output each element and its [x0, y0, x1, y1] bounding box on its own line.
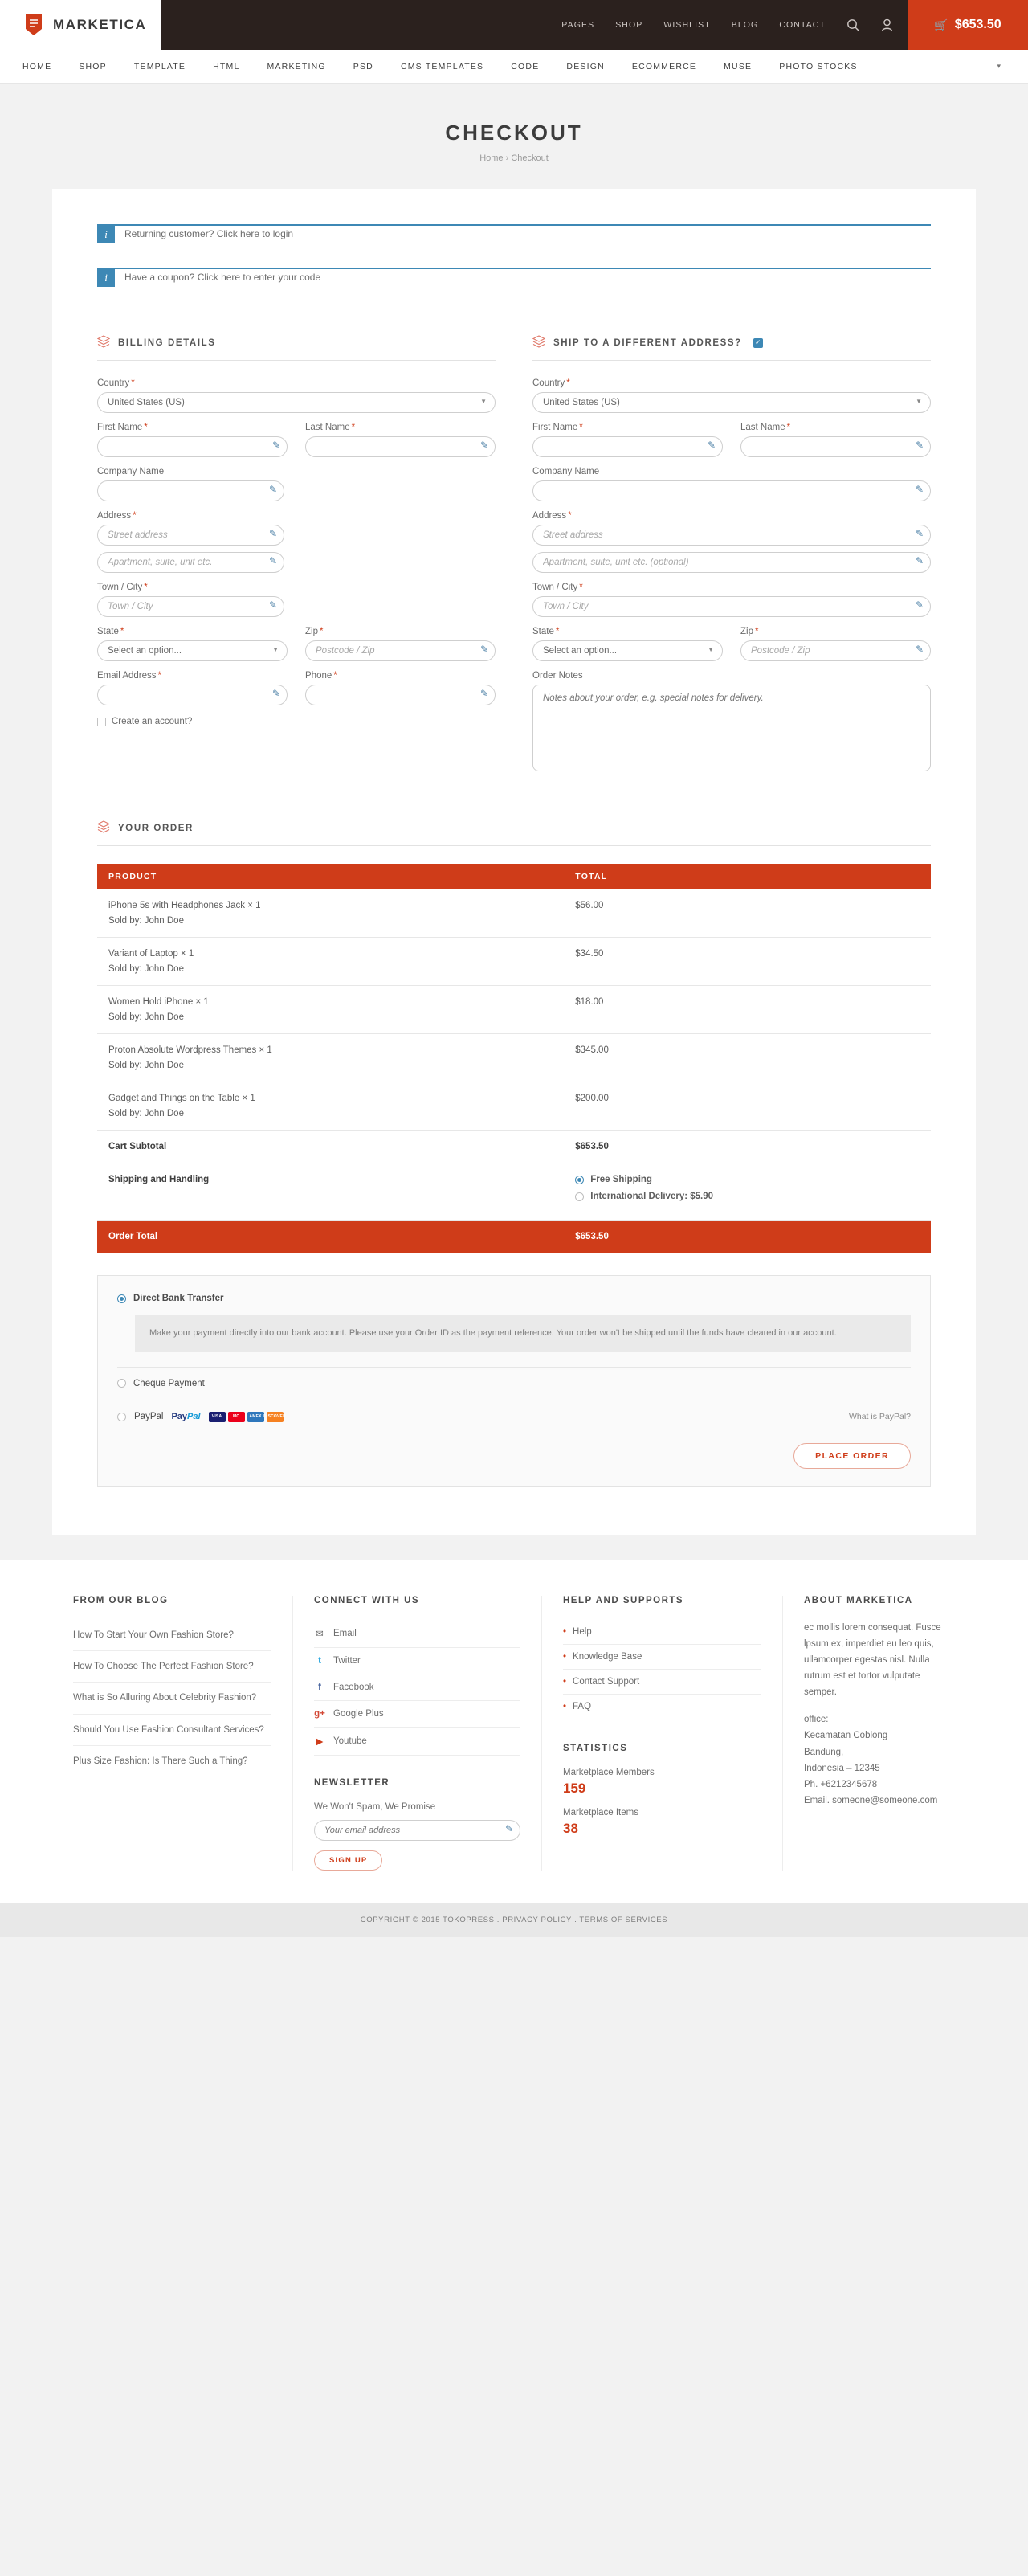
- privacy-policy-link[interactable]: PRIVACY POLICY: [502, 1915, 572, 1924]
- order-total-label: Order Total: [97, 1221, 564, 1253]
- shipping-option-free[interactable]: [575, 1175, 920, 1184]
- place-order-button[interactable]: PLACE ORDER: [793, 1443, 911, 1469]
- billing-column: [97, 335, 496, 774]
- order-item-total: $345.00: [564, 1034, 931, 1082]
- email-icon: ✉: [316, 1629, 324, 1639]
- nav-html[interactable]: HTML: [213, 61, 240, 72]
- facebook-icon: f: [318, 1682, 321, 1692]
- billing-country-label: Country *: [97, 378, 135, 388]
- footer-blog-heading: FROM OUR BLOG: [73, 1595, 169, 1605]
- table-row: [97, 938, 931, 986]
- shipping-address2-field[interactable]: [532, 552, 931, 573]
- shipping-option-label: International Delivery: $5.90: [590, 1192, 714, 1201]
- shipping-column: [532, 335, 931, 774]
- bullet-icon: •: [563, 1676, 567, 1687]
- help-link[interactable]: • FAQ: [563, 1695, 761, 1719]
- pencil-icon: ✎: [479, 688, 488, 699]
- office-line: Kecamatan Coblong: [804, 1731, 888, 1741]
- cart-subtotal-value: $653.50: [564, 1131, 931, 1163]
- order-item-name: Proton Absolute Wordpress Themes × 1: [108, 1045, 272, 1055]
- office-line: Ph. +6212345678: [804, 1779, 878, 1789]
- order-table: [97, 864, 931, 1253]
- payment-paypal-label: PayPal: [134, 1412, 164, 1422]
- shipping-country-select[interactable]: [532, 392, 931, 413]
- nav-design[interactable]: DESIGN: [566, 61, 605, 72]
- radio-paypal[interactable]: [117, 1413, 126, 1421]
- chevron-down-icon[interactable]: ▾: [997, 62, 1001, 70]
- office-line: Email. someone@someone.com: [804, 1795, 938, 1805]
- pencil-icon: ✎: [269, 599, 278, 611]
- payment-bank-description: Make your payment directly into our bank account. Please use your Order ID as the payment reference. Your order won't be shipped until the funds have cleared in our account.: [135, 1315, 911, 1352]
- pencil-icon: ✎: [915, 528, 924, 539]
- stat-value: 38: [563, 1820, 578, 1836]
- coupon-notice-text[interactable]: Have a coupon? Click here to enter your code: [124, 272, 321, 283]
- pencil-icon: ✎: [479, 440, 488, 451]
- newsletter-text: We Won't Spam, We Promise: [314, 1801, 436, 1812]
- billing-state-select[interactable]: [97, 640, 288, 661]
- order-item-total: $34.50: [564, 938, 931, 986]
- shipping-heading-text: SHIP TO A DIFFERENT ADDRESS?: [553, 337, 742, 348]
- social-link-facebook[interactable]: [314, 1674, 520, 1701]
- office-line: Indonesia – 12345: [804, 1763, 880, 1773]
- info-icon: i: [97, 226, 115, 243]
- billing-email-input[interactable]: [97, 685, 288, 705]
- pencil-icon: ✎: [915, 484, 924, 495]
- nav-home[interactable]: HOME: [22, 61, 52, 72]
- nav-marketing[interactable]: MARKETING: [267, 61, 326, 72]
- billing-last-name-input[interactable]: [305, 436, 496, 457]
- coupon-notice[interactable]: [97, 268, 931, 298]
- login-notice[interactable]: [97, 224, 931, 255]
- billing-address-label: Address *: [97, 511, 137, 521]
- shipping-state-label: State *: [532, 627, 560, 636]
- top-nav: [161, 0, 908, 50]
- pencil-icon: ✎: [915, 555, 924, 566]
- youtube-icon: ▶: [316, 1736, 324, 1747]
- shipping-company-label: Company Name: [532, 467, 600, 476]
- shipping-zip-input[interactable]: [740, 640, 931, 661]
- payment-paypal[interactable]: [117, 1412, 911, 1422]
- shipping-state-select[interactable]: [532, 640, 723, 661]
- address-columns: [97, 335, 931, 774]
- breadcrumb-home[interactable]: Home: [479, 153, 504, 163]
- chevron-down-icon: ▼: [480, 398, 487, 405]
- shipping-heading: [532, 335, 931, 361]
- billing-first-name-field[interactable]: [97, 436, 288, 457]
- billing-phone-input[interactable]: [305, 685, 496, 705]
- table-row: [97, 889, 931, 938]
- nav-shop[interactable]: SHOP: [79, 61, 107, 72]
- order-item-seller: Sold by: John Doe: [108, 964, 184, 974]
- shipping-handling-label: Shipping and Handling: [97, 1163, 564, 1221]
- billing-address1-input[interactable]: [97, 525, 284, 546]
- visa-icon: VISA: [209, 1412, 226, 1422]
- shipping-last-name-field[interactable]: [740, 436, 931, 457]
- order-item-total: $18.00: [564, 986, 931, 1034]
- social-link-twitter[interactable]: [314, 1648, 520, 1674]
- shipping-city-input[interactable]: [532, 596, 931, 617]
- billing-heading: [97, 335, 496, 361]
- newsletter-input-wrap[interactable]: [314, 1820, 520, 1841]
- billing-country-field[interactable]: [97, 392, 496, 413]
- shipping-company-input[interactable]: [532, 480, 931, 501]
- radio-free-shipping[interactable]: [575, 1176, 584, 1184]
- bullet-icon: •: [563, 1651, 567, 1662]
- payment-bank-label: Direct Bank Transfer: [133, 1294, 224, 1303]
- terms-of-services-link[interactable]: TERMS OF SERVICES: [579, 1915, 668, 1924]
- billing-last-name-field[interactable]: [305, 436, 496, 457]
- top-nav-contact[interactable]: CONTACT: [779, 20, 826, 30]
- top-nav-shop[interactable]: SHOP: [615, 20, 643, 30]
- footer-connect: [293, 1596, 542, 1871]
- office-label: office:: [804, 1715, 829, 1725]
- order-item-name: Variant of Laptop × 1: [108, 949, 194, 959]
- billing-company-label: Company Name: [97, 467, 165, 476]
- statistics-heading: STATISTICS: [563, 1743, 628, 1753]
- pencil-icon: ✎: [269, 555, 278, 566]
- nav-cms-templates[interactable]: CMS TEMPLATES: [400, 61, 484, 72]
- table-row: [97, 1082, 931, 1131]
- breadcrumb: [0, 153, 1028, 163]
- checkout-card: [52, 189, 976, 1535]
- billing-city-field[interactable]: [97, 596, 284, 617]
- discover-icon: DISCOVER: [267, 1412, 284, 1422]
- logo-icon: [22, 13, 45, 37]
- pencil-icon: ✎: [269, 484, 278, 495]
- amex-icon: AMEX: [247, 1412, 264, 1422]
- shipping-address2-input[interactable]: [532, 552, 931, 573]
- shipping-country-field[interactable]: [532, 392, 931, 413]
- shipping-address-label: Address *: [532, 511, 572, 521]
- billing-state-label: State *: [97, 627, 124, 636]
- nav-psd[interactable]: PSD: [353, 61, 373, 72]
- cart-button[interactable]: [908, 0, 1028, 50]
- payment-methods: [97, 1275, 931, 1487]
- place-order-wrap: [117, 1443, 911, 1469]
- order-item-seller: Sold by: John Doe: [108, 1061, 184, 1070]
- user-icon[interactable]: [881, 18, 893, 32]
- footer-about: [783, 1596, 976, 1871]
- cart-subtotal-label: Cart Subtotal: [97, 1131, 564, 1163]
- copyright-text: COPYRIGHT © 2015 TOKOPRESS: [360, 1915, 495, 1924]
- payment-cheque-label: Cheque Payment: [133, 1378, 205, 1388]
- your-order-section: [97, 820, 931, 1487]
- billing-company-input[interactable]: [97, 480, 284, 501]
- top-bar: [0, 0, 1028, 50]
- newsletter-heading: NEWSLETTER: [314, 1777, 390, 1788]
- top-nav-wishlist[interactable]: WISHLIST: [663, 20, 711, 30]
- billing-email-label: Email Address *: [97, 671, 161, 681]
- layers-icon: [97, 820, 110, 836]
- newsletter-signup-button[interactable]: SIGN UP: [314, 1850, 382, 1871]
- footer-about-heading: ABOUT MARKETICA: [804, 1595, 913, 1605]
- footer-blog-link[interactable]: What is So Alluring About Celebrity Fashion?: [73, 1683, 271, 1714]
- table-row: [97, 1034, 931, 1082]
- help-link[interactable]: • Help: [563, 1620, 761, 1645]
- footer-connect-heading: CONNECT WITH US: [314, 1595, 420, 1605]
- radio-international-delivery[interactable]: [575, 1192, 584, 1201]
- order-heading: [97, 820, 931, 846]
- billing-last-name-label: Last Name *: [305, 423, 356, 432]
- shipping-address1-field[interactable]: [532, 525, 931, 546]
- billing-country-select[interactable]: [97, 392, 496, 413]
- billing-address1-field[interactable]: [97, 525, 284, 546]
- billing-phone-field[interactable]: [305, 685, 496, 705]
- order-item-seller: Sold by: John Doe: [108, 916, 184, 926]
- pencil-icon: ✎: [915, 644, 924, 655]
- radio-cheque-payment[interactable]: [117, 1379, 126, 1388]
- shipping-city-label: Town / City *: [532, 583, 583, 592]
- footer-blog-link[interactable]: Should You Use Fashion Consultant Services?: [73, 1715, 271, 1746]
- nav-photo-stocks[interactable]: PHOTO STOCKS: [779, 61, 858, 72]
- google-plus-icon: g+: [314, 1708, 325, 1719]
- footer-blog-link[interactable]: How To Start Your Own Fashion Store?: [73, 1620, 271, 1651]
- shipping-last-name-input[interactable]: [740, 436, 931, 457]
- shipping-address1-input[interactable]: [532, 525, 931, 546]
- order-total-row: [97, 1221, 931, 1253]
- billing-first-name-label: First Name *: [97, 423, 148, 432]
- social-label: Youtube: [333, 1736, 367, 1746]
- order-item-seller: Sold by: John Doe: [108, 1012, 184, 1022]
- order-heading-text: YOUR ORDER: [118, 823, 194, 833]
- create-account-checkbox[interactable]: [97, 718, 106, 726]
- footer-blog-link[interactable]: Plus Size Fashion: Is There Such a Thing?: [73, 1756, 248, 1767]
- nav-code[interactable]: CODE: [511, 61, 540, 72]
- shipping-first-name-label: First Name *: [532, 423, 583, 432]
- cart-total: $653.50: [954, 18, 1001, 31]
- footer: [0, 1560, 1028, 1903]
- top-nav-blog[interactable]: BLOG: [731, 20, 759, 30]
- divider: [117, 1367, 911, 1368]
- stat-label: Marketplace Items: [563, 1807, 638, 1818]
- bullet-icon: •: [563, 1626, 567, 1637]
- shipping-first-name-input[interactable]: [532, 436, 723, 457]
- help-link[interactable]: • Knowledge Base: [563, 1645, 761, 1670]
- social-label: Google Plus: [333, 1708, 384, 1719]
- radio-direct-bank-transfer[interactable]: [117, 1294, 126, 1303]
- order-col-total: TOTAL: [564, 864, 931, 889]
- about-text: ec mollis lorem consequat. Fusce lpsum ex, imperdiet eu leo quis, ullamcorper egestas nisl. Nulla rutrum est et tortor vulputate semper.: [804, 1622, 941, 1698]
- cart-subtotal-row: [97, 1131, 931, 1163]
- nav-muse[interactable]: MUSE: [724, 61, 753, 72]
- chevron-down-icon: ▼: [272, 646, 279, 653]
- breadcrumb-separator: ›: [505, 153, 509, 163]
- order-notes-textarea[interactable]: [532, 685, 931, 771]
- footer-help-heading: HELP AND SUPPORTS: [563, 1595, 684, 1605]
- shipping-option-label: Free Shipping: [590, 1175, 652, 1184]
- billing-city-label: Town / City *: [97, 583, 148, 592]
- pencil-icon: ✎: [915, 599, 924, 611]
- nav-ecommerce[interactable]: ECOMMERCE: [631, 61, 697, 72]
- order-item-name: iPhone 5s with Headphones Jack × 1: [108, 901, 261, 910]
- breadcrumb-current: Checkout: [511, 153, 549, 163]
- bullet-icon: •: [563, 1701, 567, 1711]
- create-account-label: Create an account?: [112, 717, 193, 726]
- billing-address2-field[interactable]: [97, 552, 284, 573]
- cart-icon: 🛒: [934, 18, 948, 31]
- social-label: Facebook: [333, 1682, 374, 1692]
- table-row: [97, 986, 931, 1034]
- shipping-zip-field[interactable]: [740, 640, 931, 661]
- search-icon[interactable]: [846, 18, 860, 32]
- shipping-state-field[interactable]: [532, 640, 723, 661]
- billing-state-field[interactable]: [97, 640, 288, 661]
- info-icon: i: [97, 269, 115, 287]
- footer-blog-link[interactable]: How To Choose The Perfect Fashion Store?: [73, 1651, 271, 1683]
- chevron-down-icon: ▼: [916, 398, 922, 405]
- shipping-company-field[interactable]: [532, 480, 931, 501]
- ship-different-checkbox[interactable]: ✓: [753, 338, 763, 348]
- top-nav-pages[interactable]: PAGES: [561, 20, 595, 30]
- pencil-icon: ✎: [707, 440, 716, 451]
- shipping-option-international[interactable]: [575, 1192, 920, 1201]
- newsletter-email-input[interactable]: [314, 1820, 520, 1841]
- billing-zip-input[interactable]: [305, 640, 496, 661]
- order-item-total: $56.00: [564, 889, 931, 938]
- order-table-header: [97, 864, 931, 889]
- shipping-city-field[interactable]: [532, 596, 931, 617]
- pencil-icon: ✎: [271, 688, 280, 699]
- order-item-total: $200.00: [564, 1082, 931, 1131]
- billing-phone-label: Phone *: [305, 671, 337, 681]
- shipping-zip-label: Zip *: [740, 627, 759, 636]
- accepted-cards: [209, 1412, 284, 1422]
- billing-first-name-input[interactable]: [97, 436, 288, 457]
- create-account-row[interactable]: [97, 717, 496, 726]
- main-nav: [0, 50, 1028, 84]
- logo-text: MARKETICA: [53, 17, 147, 32]
- order-notes-label: Order Notes: [532, 671, 583, 681]
- order-item-name: Women Hold iPhone × 1: [108, 997, 209, 1007]
- social-label: Twitter: [333, 1655, 361, 1666]
- order-col-product: PRODUCT: [97, 864, 564, 889]
- social-link-youtube[interactable]: [314, 1728, 520, 1756]
- payment-cheque[interactable]: [117, 1379, 911, 1388]
- billing-email-field[interactable]: [97, 685, 288, 705]
- page-header: [0, 84, 1028, 171]
- layers-icon: [532, 335, 545, 350]
- billing-heading-text: BILLING DETAILS: [118, 337, 216, 348]
- order-total-value: $653.50: [564, 1221, 931, 1253]
- billing-city-input[interactable]: [97, 596, 284, 617]
- social-label: Email: [333, 1628, 357, 1638]
- pencil-icon: ✎: [479, 644, 488, 655]
- social-link-google-plus[interactable]: [314, 1701, 520, 1728]
- page-title: CHECKOUT: [445, 121, 583, 145]
- billing-zip-field[interactable]: [305, 640, 496, 661]
- pencil-icon: ✎: [915, 440, 924, 451]
- mastercard-icon: MC: [228, 1412, 245, 1422]
- nav-template[interactable]: TEMPLATE: [133, 61, 186, 72]
- order-item-name: Gadget and Things on the Table × 1: [108, 1094, 255, 1103]
- stat-value: 159: [563, 1780, 586, 1796]
- shipping-first-name-field[interactable]: [532, 436, 723, 457]
- order-item-seller: Sold by: John Doe: [108, 1109, 184, 1118]
- paypal-logo-icon: PayPal: [171, 1411, 201, 1421]
- footer-blog: [52, 1596, 293, 1871]
- billing-address2-input[interactable]: [97, 552, 284, 573]
- login-notice-text[interactable]: Returning customer? Click here to login: [124, 228, 294, 239]
- logo[interactable]: [0, 0, 161, 50]
- billing-zip-label: Zip *: [305, 627, 324, 636]
- pencil-icon: ✎: [271, 440, 280, 451]
- billing-company-field[interactable]: [97, 480, 284, 501]
- pencil-icon: ✎: [504, 1822, 513, 1834]
- social-link-email[interactable]: [314, 1620, 520, 1648]
- shipping-country-label: Country *: [532, 378, 570, 388]
- shipping-last-name-label: Last Name *: [740, 423, 791, 432]
- chevron-down-icon: ▼: [708, 646, 714, 653]
- twitter-icon: t: [318, 1655, 321, 1666]
- shipping-row: [97, 1163, 931, 1221]
- pencil-icon: ✎: [269, 528, 278, 539]
- stat-label: Marketplace Members: [563, 1767, 655, 1777]
- layers-icon: [97, 335, 110, 350]
- copyright-bar: COPYRIGHT © 2015 TOKOPRESS . PRIVACY POLICY . TERMS OF SERVICES: [0, 1903, 1028, 1937]
- footer-help: [542, 1596, 783, 1871]
- payment-bank-transfer[interactable]: [117, 1294, 911, 1303]
- office-line: Bandung,: [804, 1747, 844, 1757]
- help-link[interactable]: • Contact Support: [563, 1670, 761, 1695]
- what-is-paypal-link[interactable]: What is PayPal?: [848, 1412, 911, 1422]
